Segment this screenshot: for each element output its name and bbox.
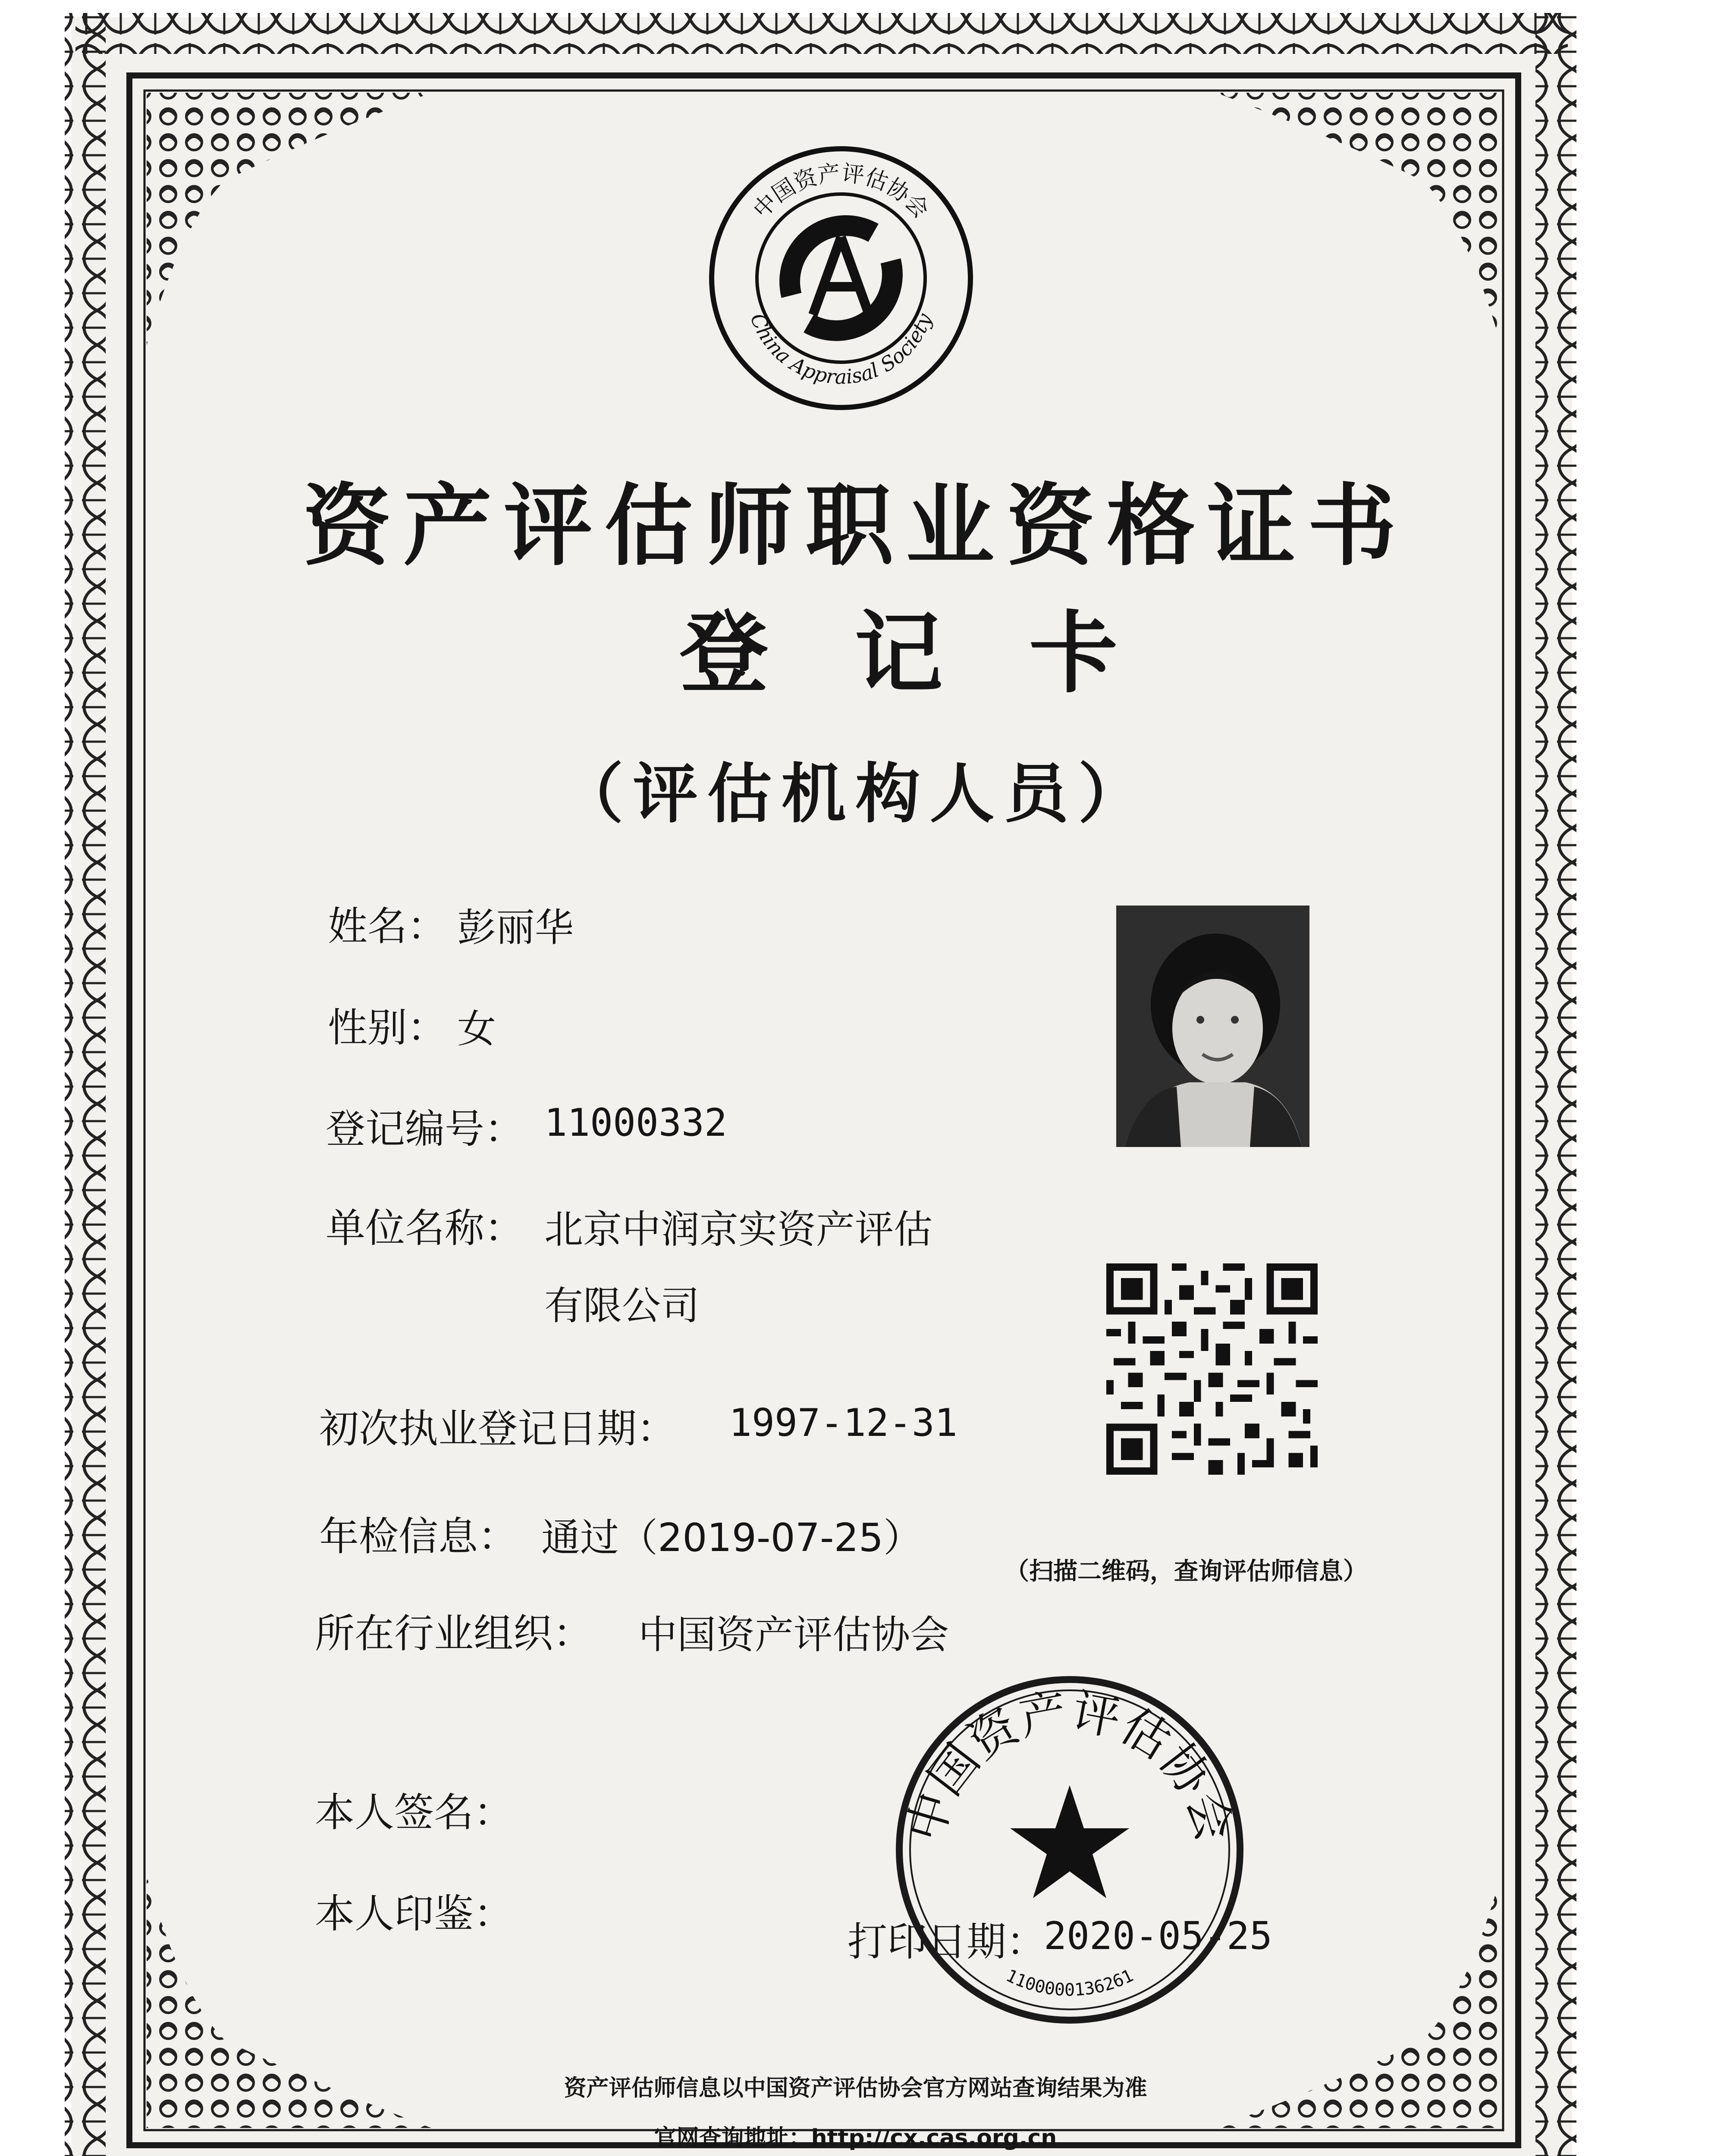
first-registration-label: 初次执业登记日期： [319, 1406, 677, 1452]
print-date-label: 打印日期： [848, 1919, 1046, 1965]
name-label: 姓名： [328, 903, 447, 950]
gender-value: 女 [457, 1006, 496, 1052]
emblem-text-en: China Appraisal Society [745, 310, 936, 389]
appraisal-society-emblem [705, 142, 977, 414]
emblem-text-cn: 中国资产评估协会 [748, 160, 934, 223]
annual-check-value: 通过（2019-07-25） [541, 1515, 923, 1561]
certificate-subtitle: 登记卡 [680, 602, 1204, 705]
industry-org-value: 中国资产评估协会 [638, 1612, 949, 1658]
signature-label: 本人签名： [315, 1789, 514, 1836]
qr-caption: （扫描二维码，查询评估师信息） [1005, 1557, 1367, 1586]
first-registration-date: 1997-12-31 [729, 1401, 958, 1445]
svg-text:中国资产评估协会 [748, 160, 934, 223]
organization-label: 单位名称： [326, 1205, 524, 1251]
footer-notice: 资产评估师信息以中国资产评估协会官方网站查询结果为准 [564, 2075, 1147, 2101]
organization-value-line1: 北京中润京实资产评估 [544, 1207, 932, 1252]
star-icon [1010, 1785, 1129, 1898]
gender-label: 性别： [328, 1005, 447, 1051]
certificate-category: （评估机构人员） [559, 756, 1152, 832]
print-date-value: 2020-05-25 [1044, 1914, 1272, 1958]
seal-text: 中国资产评估协会 [896, 1683, 1243, 1848]
seal-number: 1100000136261 [1003, 1965, 1136, 2000]
registration-number-label: 登记编号： [326, 1106, 524, 1152]
annual-check-label: 年检信息： [319, 1514, 518, 1560]
qr-code-icon [1106, 1263, 1318, 1475]
footer-url: 官网查询地址：http://cx.cas.org.cn [654, 2125, 1057, 2151]
certificate-title: 资产评估师职业资格证书 [303, 474, 1408, 578]
registration-number-value: 11000332 [544, 1100, 727, 1145]
portrait-icon [1116, 906, 1309, 1147]
organization-value-line2: 有限公司 [544, 1283, 700, 1329]
industry-org-label: 所在行业组织： [315, 1611, 593, 1657]
svg-text:1100000136261 [1003, 1966, 1136, 2000]
name-value: 彭丽华 [457, 905, 574, 950]
seal-label: 本人印鉴： [315, 1891, 514, 1937]
holder-photo [1116, 906, 1309, 1147]
official-seal [893, 1673, 1246, 2027]
